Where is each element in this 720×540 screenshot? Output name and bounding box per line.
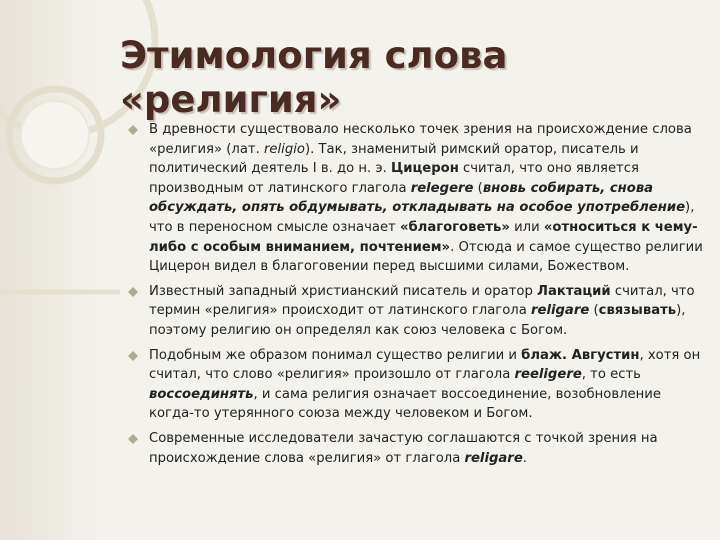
- body-text: ), поэтому религию он определял как союз человека с Богом.: [149, 303, 686, 338]
- body-text: , то есть: [581, 367, 641, 383]
- body-text: (: [589, 303, 599, 319]
- ring-inner: [21, 101, 89, 169]
- emphasis-text: religare: [531, 303, 590, 319]
- bullet-item: [128, 120, 703, 277]
- bullet-item: [128, 282, 703, 341]
- emphasis-text: Цицерон: [391, 161, 459, 177]
- body-text: (: [473, 180, 483, 196]
- body-text: ). Так, знаменитый римский оратор, писатель и политический деятель I в. до н. э.: [149, 141, 639, 177]
- bullet-item: [128, 429, 703, 468]
- body-text: .: [522, 450, 527, 466]
- body-text: Подобным же образом понимал существо религии и: [149, 347, 522, 363]
- body-text: считал, что термин «религия» происходит от латинского глагола: [149, 283, 695, 319]
- emphasis-text: reeligere: [514, 367, 582, 383]
- emphasis-text: вновь собирать, снова обсуждать, опять обдумывать, откладывать на особое употребление: [149, 180, 686, 216]
- emphasis-text: religio: [263, 141, 305, 157]
- body-text: считал, что оно является производным от латинского глагола: [149, 161, 639, 196]
- body-text: Известный западный христианский писатель и оратор: [149, 283, 538, 299]
- bullet-marker-icon: [128, 434, 138, 444]
- emphasis-text: relegere: [410, 180, 474, 196]
- body-text: Современные исследователи зачастую соглашаются с точкой зрения на происхождение слова «религия» от глагола: [149, 430, 658, 466]
- body-text: ), что в переносном смысле означает: [149, 200, 695, 235]
- emphasis-text: связывать: [598, 303, 677, 319]
- slide-title: Этимология слова «религия»: [120, 34, 508, 121]
- emphasis-text: блаж. Августин: [521, 347, 640, 363]
- bullet-marker-icon: [128, 351, 138, 361]
- emphasis-text: «благоговеть»: [399, 219, 510, 235]
- emphasis-text: Лактаций: [537, 283, 611, 299]
- body-text: или: [509, 219, 544, 235]
- emphasis-text: religare: [464, 450, 523, 466]
- bullet-marker-icon: [128, 287, 138, 297]
- body-text: . Отсюда и самое существо религии Цицерон видел в благоговении перед высшими силами, Божеством.: [149, 239, 703, 275]
- bullet-marker-icon: [128, 125, 138, 135]
- body-text: , хотя он считал, что слово «религия» произошло от глагола: [149, 347, 701, 383]
- body-text: , и сама религия означает воссоединение, возобновление когда-то утерянного союза между человеком и Богом.: [149, 386, 661, 422]
- body-text: В древности существовало несколько точек зрения на происхождение слова «религия» (лат.: [149, 122, 692, 157]
- bullet-item: [128, 346, 703, 424]
- emphasis-text: «относиться к чему-либо с особым вниманием, почтением»: [149, 219, 698, 255]
- bullet-list: [128, 120, 703, 473]
- emphasis-text: воссоединять: [149, 386, 254, 402]
